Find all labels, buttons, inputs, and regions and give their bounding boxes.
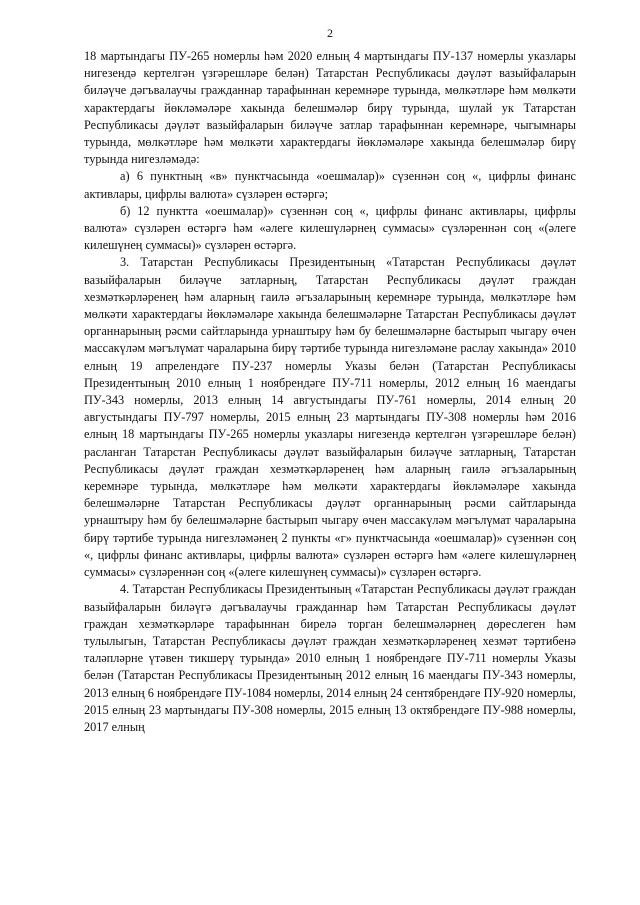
paragraph-section-3: 3. Татарстан Республикасы Президентының «Татарстан Республикасы дәүләт вазыйфаларын биләүче затларның, Татарстан Республикасы дәүләт граждан хезмәткәрләренең һәм аларның гаилә әгъзаларының керемнәре турында, мөлкәтләре һәм мөлкәти характердагы йөкләмәләре хакында белешмәләрне Татарстан Республикасы дәүләт органнарының рәсми сайтларында урнаштыру һәм бу белешмәләрне бастырып чыгару өчен массакүләм мәгълүмат чараларына бирү тәртибе турында нигезләмәне раслау хакында» 2010 елның 19 апрелендәге ПУ-237 номерлы Указы белән (Татарстан Республикасы Президентының 2010 елның 1 ноябрендәге ПУ-711 номерлы, 2012 елның 16 маендагы ПУ-343 номерлы, 2013 елның 14 августындагы ПУ-761 номерлы, 2014 елның 20 августындагы ПУ-797 номерлы, 2015 елның 23 мартындагы ПУ-308 номерлы һәм 2016 елның 18 мартындагы ПУ-265 номерлы указлары нигезендә кертелгән үзгәрешләре белән) расланган Татарстан Республикасы дәүләт вазыйфаларын биләүче затларның, Татарстан Республикасы дәүләт граждан хезмәткәрләренең һәм аларның гаилә әгъзаларының керемнәре турында, мөлкәтләре һәм мөлкәти характердагы йөкләмәләре хакында белешмәләрне Татарстан Республикасы дәүләт органнарының рәсми сайтларында урнаштыру һәм бу белешмәләрне бастырып чыгару өчен массакүләм мәгълүмат чараларына бирү тәртибе турында нигезләмәнең 2 пункты «г» пунктчасында «оешмалар)» сүзеннән соң «, цифрлы финанс активлары, цифрлы валюта» сүзләрен өстәргә һәм «әлеге килешүләрнең суммасы» сүзләреннән соң «(әлеге килешүнең суммасы)» сүзләрен өстәргә. xyxy=(84,255,576,580)
paragraph-continuation: 18 мартындагы ПУ-265 номерлы һәм 2020 елның 4 мартындагы ПУ-137 номерлы указлары нигезендә кертелгән үзгәрешләре белән) Татарстан Республикасы дәүләт вазыйфаларын биләүче дәгъвалаучы гражданнар тарафыннан керемнәре турында, мөлкәтләре һәм мөлкәти характердагы йөкләмәләре хакында белешмәләр бирү турында, шулай ук Татарстан Республикасы дәүләт вазыйфаларын биләүче затлар тарафыннан керемнәре, чыгымнары турында, мөлкәтләре һәм мөлкәти характердагы йөкләмәләре хакында белешмәләр бирү турында нигезләмәдә: xyxy=(84,49,576,167)
document-body xyxy=(84,48,576,736)
paragraph-section-4: 4. Татарстан Республикасы Президентының «Татарстан Республикасы дәүләт граждан вазыйфаларын биләүгә дәгъвалаучы гражданнар һәм Татарстан Республикасы дәүләт граждан хезмәткәрләре тарафыннан бирелә торган белешмәләрнең дөреслеген һәм тулылыгын, Татарстан Республикасы дәүләт граждан хезмәткәрләренең хезмәт тәртибенә таләпләрне үтәвен тикшерү турында» 2010 елның 1 ноябрендәге ПУ-711 номерлы Указы белән (Татарстан Республикасы Президентының 2012 елның 16 маендагы ПУ-343 номерлы, 2013 елның 6 ноябрендәге ПУ-1084 номерлы, 2014 елның 24 сентябрендәге ПУ-920 номерлы, 2015 елның 23 мартындагы ПУ-308 номерлы, 2015 елның 13 октябрендәге ПУ-988 номерлы, 2017 елның xyxy=(84,582,576,734)
paragraph-item-b: б) 12 пунктта «оешмалар)» сүзеннән соң «, цифрлы финанс активлары, цифрлы валюта» сүзләрен өстәргә һәм «әлеге килешүләрнең суммасы» сүзләреннән соң «(әлеге килешүнең суммасы)» сүзләрен өстәргә. xyxy=(84,203,576,253)
page-number: 2 xyxy=(327,26,333,40)
paragraph-item-a: а) 6 пунктның «в» пунктчасында «оешмалар)» сүзеннән соң «, цифрлы финанс активлары, цифрлы валюта» сүзләрен өстәргә; xyxy=(84,169,576,201)
